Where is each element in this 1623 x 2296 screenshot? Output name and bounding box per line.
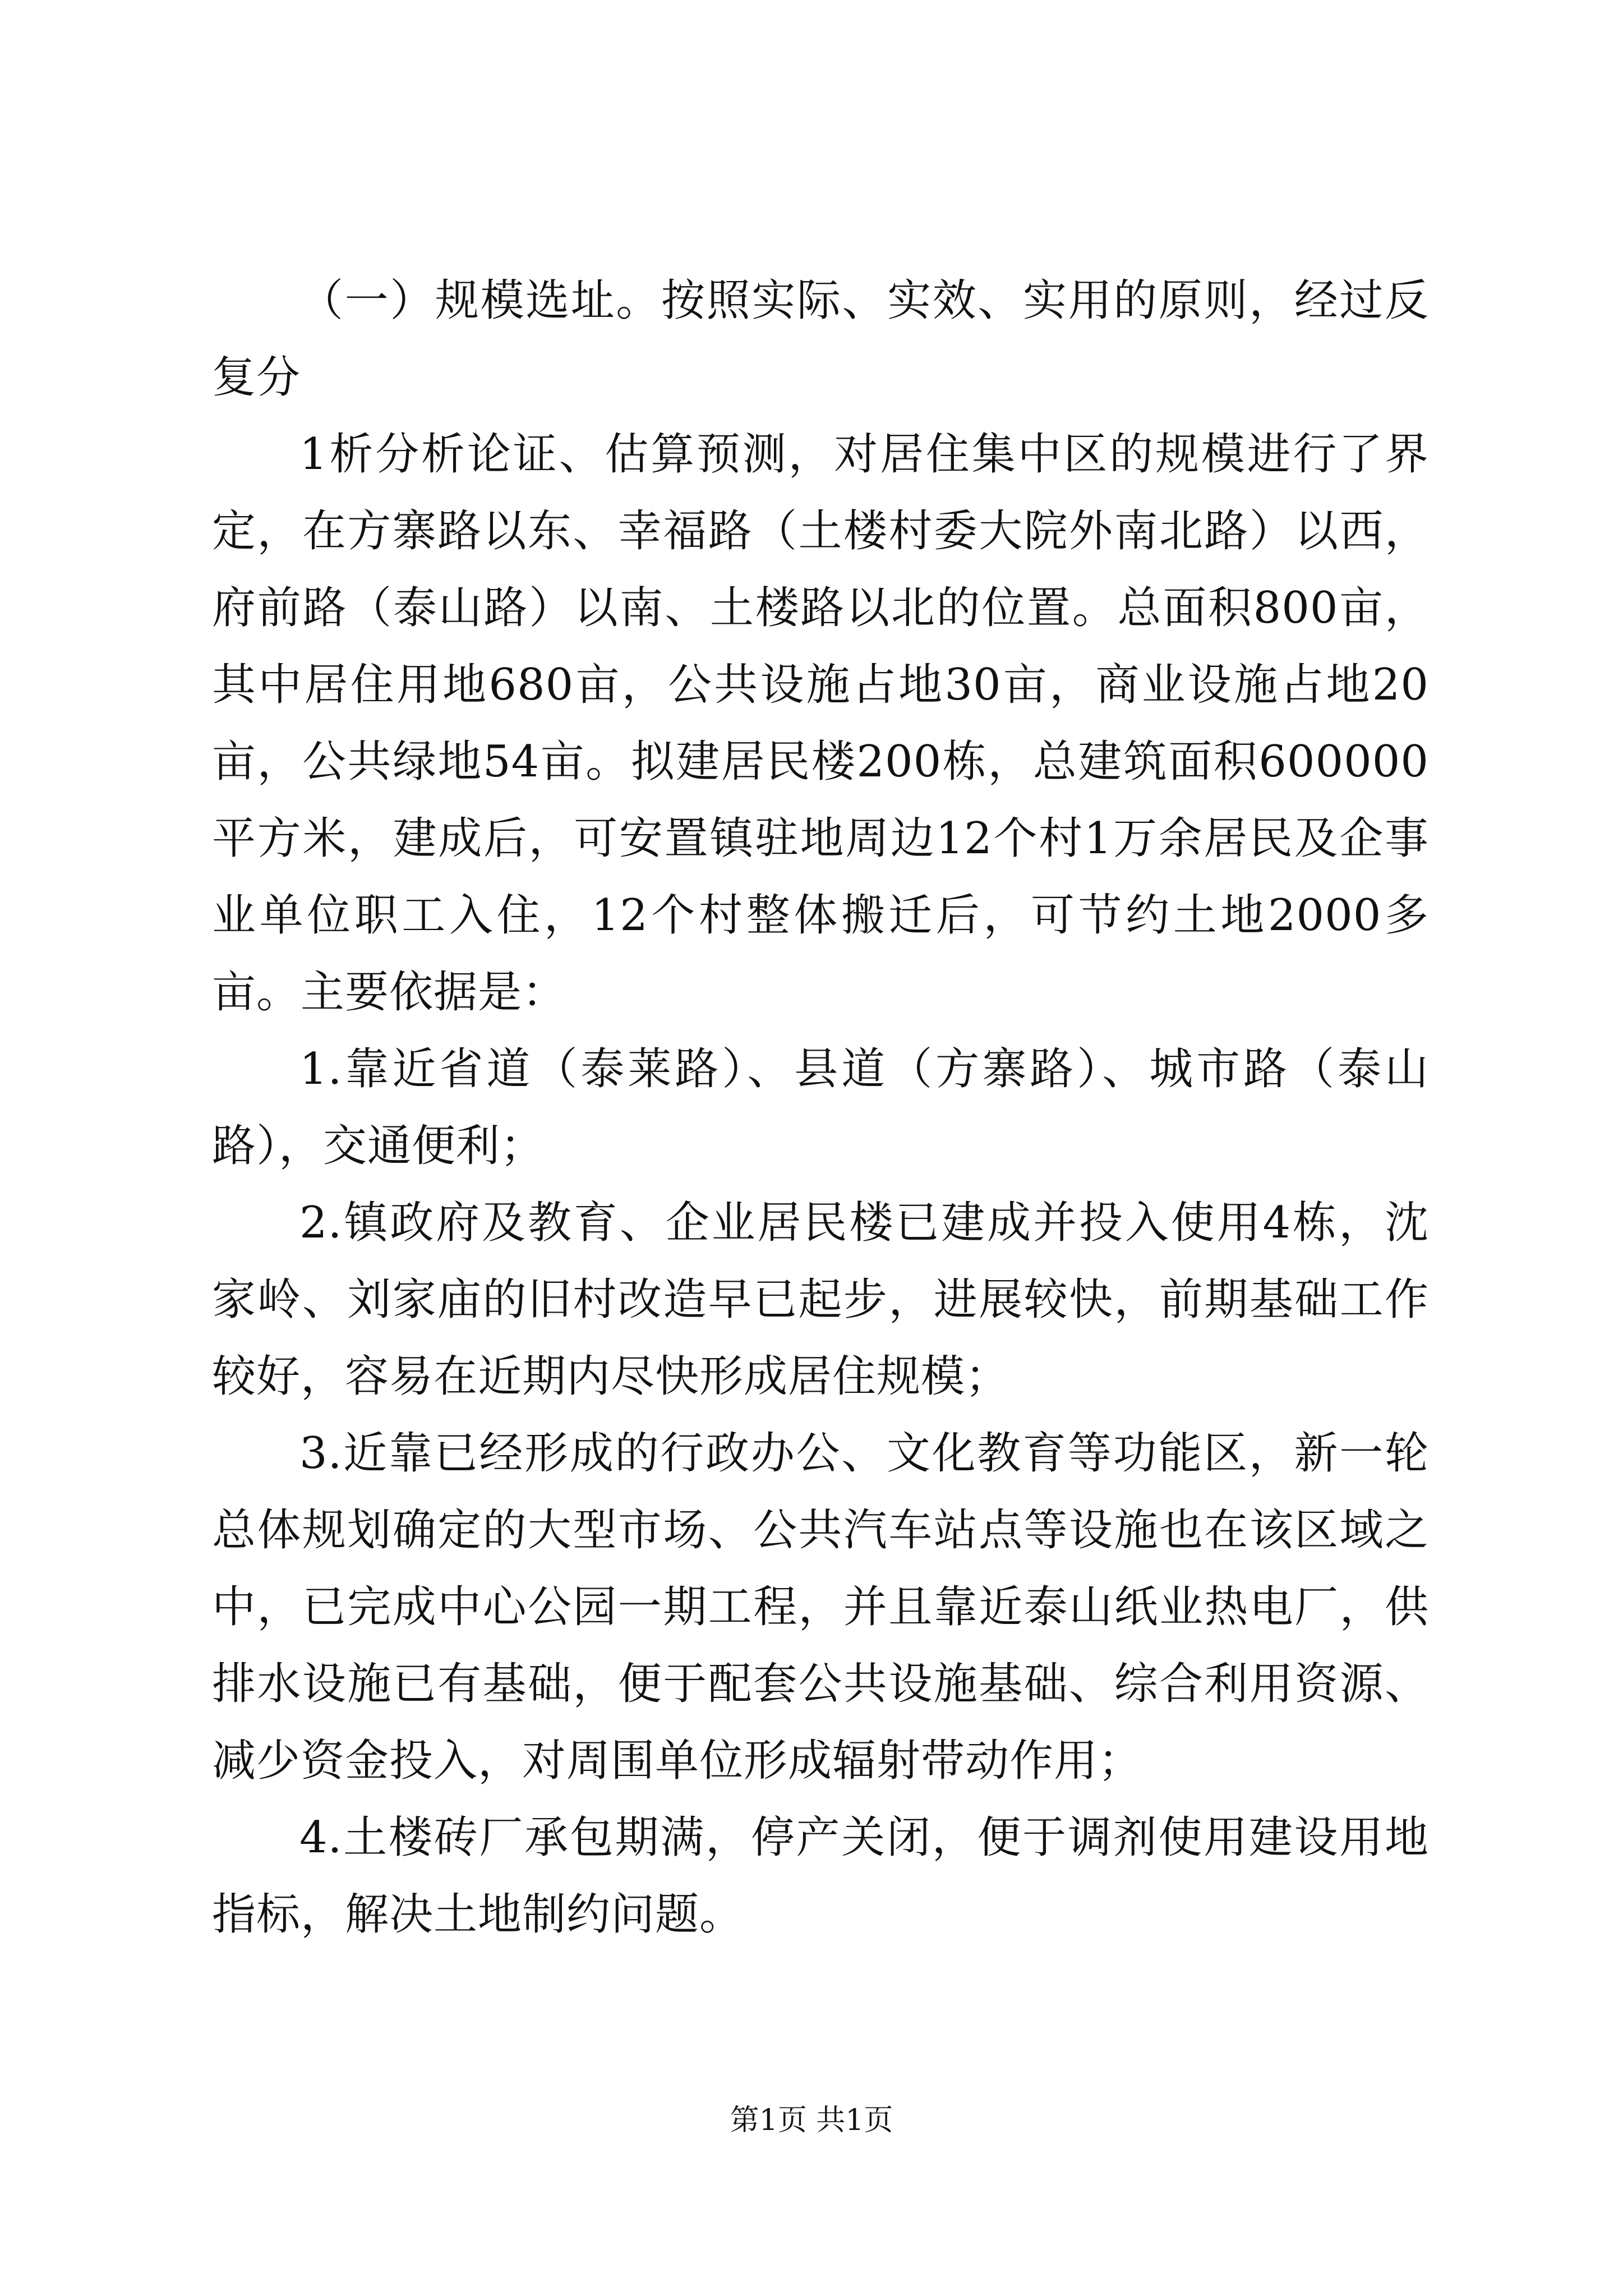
document-body bbox=[212, 263, 1429, 1953]
paragraph-scale-definition: 1析分析论证、估算预测，对居住集中区的规模进行了界定，在方寨路以东、幸福路（土楼村委大院外南北路）以西，府前路（泰山路）以南、土楼路以北的位置。总面积800亩，其中居住用地680亩，公共设施占地30亩，商业设施占地20亩，公共绿地54亩。拟建居民楼200栋，总建筑面积600000平方米，建成后，可安置镇驻地周边12个村1万余居民及企事业单位职工入住，12个村整体搬迁后，可节约土地2000多亩。主要依据是： bbox=[212, 429, 1429, 1018]
paragraph-basis-2: 2.镇政府及教育、企业居民楼已建成并投入使用4栋，沈家岭、刘家庙的旧村改造早已起步，进展较快，前期基础工作较好，容易在近期内尽快形成居住规模； bbox=[212, 1198, 1429, 1402]
page-footer: 第1页 共1页 bbox=[730, 2104, 893, 2137]
paragraph-basis-1: 1.靠近省道（泰莱路）、县道（方寨路）、城市路（泰山路），交通便利； bbox=[212, 1044, 1429, 1171]
paragraph-basis-4: 4.土楼砖厂承包期满，停产关闭，便于调剂使用建设用地指标，解决土地制约问题。 bbox=[212, 1812, 1429, 1940]
paragraph-scale-site-selection: （一）规模选址。按照实际、实效、实用的原则，经过反复分 bbox=[212, 275, 1429, 403]
paragraph-basis-3: 3.近靠已经形成的行政办公、文化教育等功能区，新一轮总体规划确定的大型市场、公共汽车站点等设施也在该区域之中，已完成中心公园一期工程，并且靠近泰山纸业热电厂，供排水设施已有基础，便于配套公共设施基础、综合利用资源、减少资金投入，对周围单位形成辐射带动作用； bbox=[212, 1428, 1429, 1786]
